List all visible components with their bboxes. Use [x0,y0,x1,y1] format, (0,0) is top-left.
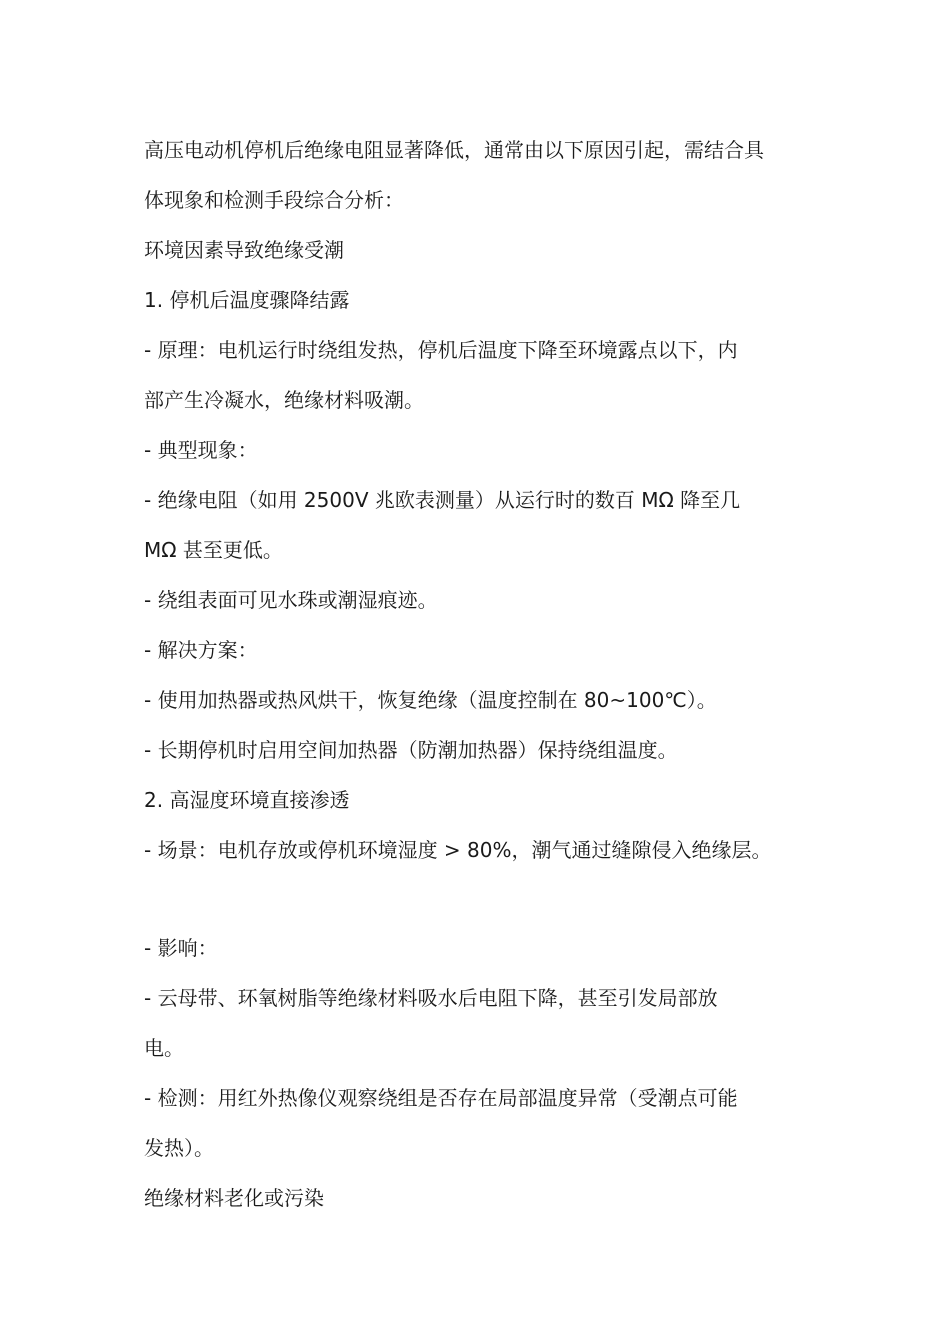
section-heading-moisture: 环境因素导致绝缘受潮 [144,238,344,262]
text-line-13: - 长期停机时启用空间加热器（防潮加热器）保持绕组温度。 [144,738,678,762]
section-heading-aging: 绝缘材料老化或污染 [144,1186,324,1210]
text-line-18: 电。 [144,1036,184,1060]
text-line-10: - 绕组表面可见水珠或潮湿痕迹。 [144,588,438,612]
text-line-5: - 原理：电机运行时绕组发热，停机后温度下降至环境露点以下，内 [144,338,738,362]
text-line-20: 发热）。 [144,1136,214,1160]
text-line-1: 高压电动机停机后绝缘电阻显著降低，通常由以下原因引起，需结合具 [144,138,764,162]
text-line-16: - 影响： [144,936,218,960]
text-line-12: - 使用加热器或热风烘干，恢复绝缘（温度控制在 80~100℃）。 [144,688,717,712]
subheading-humidity: 2. 高湿度环境直接渗透 [144,788,350,812]
text-line-9: MΩ 甚至更低。 [144,538,283,562]
text-line-19: - 检测：用红外热像仪观察绕组是否存在局部温度异常（受潮点可能 [144,1086,738,1110]
text-line-8: - 绝缘电阻（如用 2500V 兆欧表测量）从运行时的数百 MΩ 降至几 [144,488,741,512]
subheading-condensation: 1. 停机后温度骤降结露 [144,288,350,312]
text-line-15: - 场景：电机存放或停机环境湿度 > 80%，潮气通过缝隙侵入绝缘层。 [144,838,772,862]
text-line-7: - 典型现象： [144,438,258,462]
text-line-17: - 云母带、环氧树脂等绝缘材料吸水后电阻下降，甚至引发局部放 [144,986,718,1010]
text-line-11: - 解决方案： [144,638,258,662]
text-line-2: 体现象和检测手段综合分析： [144,188,404,212]
text-line-6: 部产生冷凝水，绝缘材料吸潮。 [144,388,424,412]
